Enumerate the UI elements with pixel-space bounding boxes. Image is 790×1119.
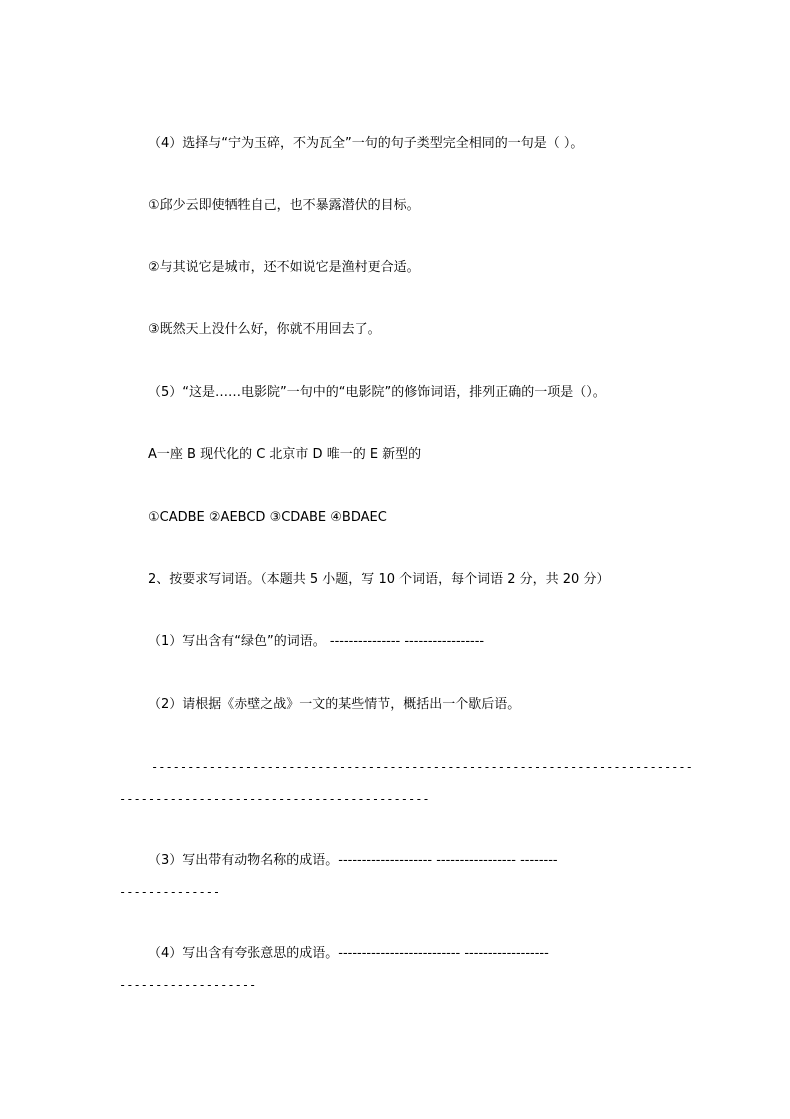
section-2-heading: 2、按要求写词语。（本题共 5 小题，写 10 个词语，每个词语 2 分，共 20 分） xyxy=(148,572,610,587)
question-5-items: A一座 B 现代化的 C 北京市 D 唯一的 E 新型的 xyxy=(148,447,422,462)
option-1: ①邱少云即使牺牲自己，也不暴露潜伏的目标。 xyxy=(148,198,420,213)
question-5-choices: ①CADBE ②AEBCD ③CDABE ④BDAEC xyxy=(148,510,387,525)
option-2: ②与其说它是城市，还不如说它是渔村更合适。 xyxy=(148,260,420,275)
subquestion-1: （1）写出含有“绿色”的词语。 --------------- ----------------- xyxy=(148,634,485,649)
subquestion-2: （2）请根据《赤壁之战》一文的某些情节，概括出一个歇后语。 xyxy=(148,697,521,712)
answer-blank-line: ------------------------------------------- xyxy=(119,792,430,806)
question-5-prompt: （5）“这是……电影院”一句中的“电影院”的修饰词语，排列正确的一项是（）。 xyxy=(148,385,606,400)
subquestion-4: （4）写出含有夸张意思的成语。-------------------------- ------------------ xyxy=(148,946,549,961)
answer-blank-line: --------------------------------------------------------------------------- xyxy=(151,760,693,774)
answer-blank-line: -------------- xyxy=(119,885,221,899)
option-3: ③既然天上没什么好，你就不用回去了。 xyxy=(148,322,381,337)
answer-blank-line: ------------------- xyxy=(119,978,257,992)
question-4-prompt: （4）选择与“宁为玉碎，不为瓦全”一句的句子类型完全相同的一句是（ ）。 xyxy=(148,136,584,151)
subquestion-3: （3）写出带有动物名称的成语。-------------------- ----------------- -------- xyxy=(148,853,558,868)
